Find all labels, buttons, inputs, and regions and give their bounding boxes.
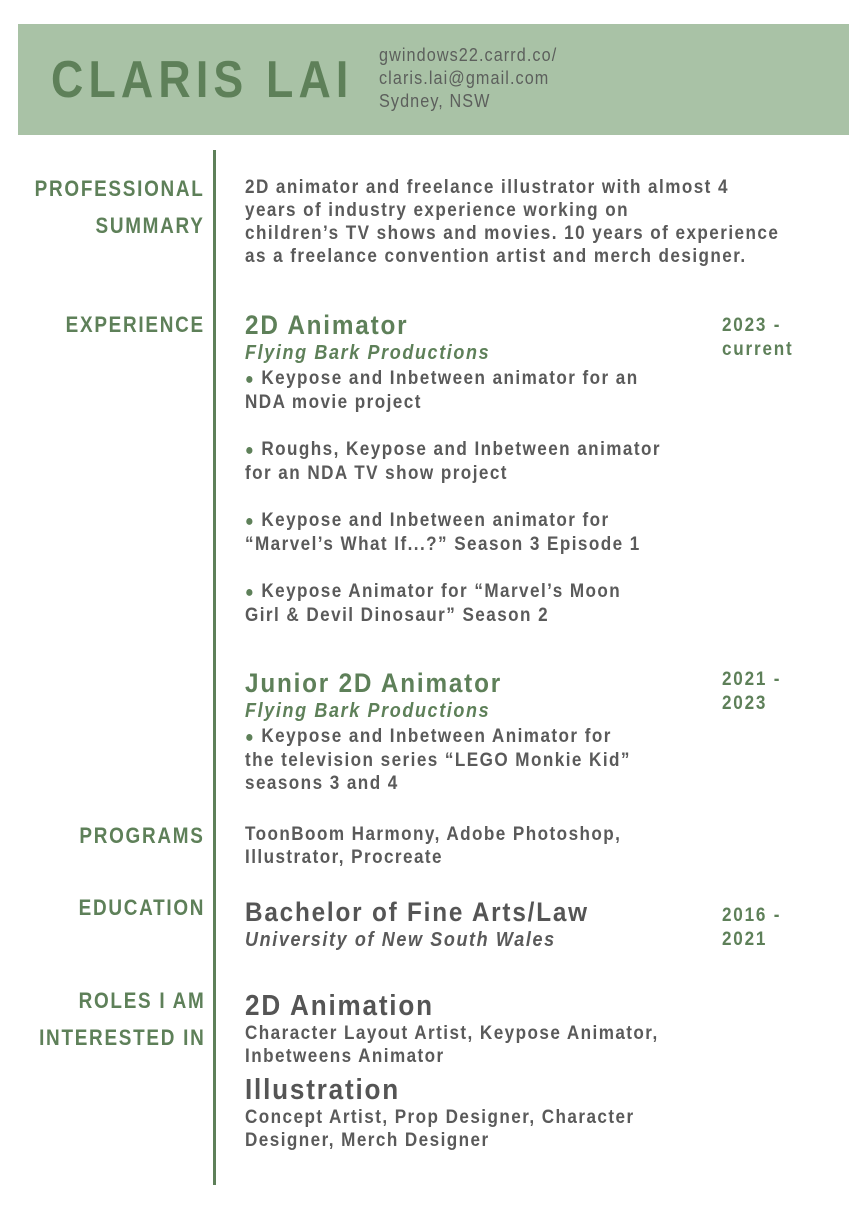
- education-label: EDUCATION: [78, 895, 205, 920]
- job-bullet: ● Keypose and Inbetween animator for an NDA movie project: [245, 368, 639, 413]
- programs-list: ToonBoom Harmony, Adobe Photoshop, Illustrator, Procreate: [245, 824, 622, 868]
- job-entry: [245, 309, 707, 627]
- job-bullet: ● Keypose and Inbetween Animator for the television series “LEGO Monkie Kid” seasons 3 and 4: [245, 726, 631, 794]
- job-dates: 2021 - 2023: [722, 669, 782, 714]
- role-group-list: Concept Artist, Prop Designer, Character Designer, Merch Designer: [245, 1107, 635, 1151]
- job-entry: [245, 667, 674, 795]
- bullet-icon: ●: [245, 442, 256, 459]
- job-title: 2D Animator: [245, 310, 409, 340]
- bullet-icon: ●: [245, 513, 256, 530]
- education-entry: [245, 896, 627, 952]
- programs-label: PROGRAMS: [79, 823, 205, 848]
- contact-info: [379, 44, 557, 113]
- education-dates: 2016 - 2021: [722, 905, 782, 950]
- bullet-icon: ●: [245, 584, 256, 601]
- summary-label-line1: PROFESSIONAL: [35, 176, 205, 201]
- website-link[interactable]: gwindows22.carrd.co/: [379, 45, 558, 65]
- summary-label-line2: SUMMARY: [95, 213, 205, 238]
- location-text: Sydney, NSW: [379, 91, 491, 111]
- summary-line: children’s TV shows and movies. 10 years of experience: [245, 223, 780, 244]
- header-banner: [18, 24, 849, 135]
- job-company: Flying Bark Productions: [245, 342, 491, 364]
- candidate-name: CLARIS LAI: [51, 51, 354, 109]
- job-bullet: ● Keypose and Inbetween animator for “Marvel’s What If...?” Season 3 Episode 1: [245, 510, 641, 555]
- summary-line: years of industry experience working on: [245, 200, 630, 221]
- job-bullet: ● Keypose Animator for “Marvel’s Moon Girl & Devil Dinosaur” Season 2: [245, 581, 622, 626]
- summary-label: [35, 170, 205, 244]
- role-group-heading: Illustration: [245, 1074, 401, 1106]
- experience-label: EXPERIENCE: [65, 312, 205, 337]
- role-group-heading: 2D Animation: [245, 990, 434, 1022]
- roles-label: ROLES I AM INTERESTED IN: [38, 988, 205, 1050]
- summary-line: as a freelance convention artist and merch designer.: [245, 246, 747, 267]
- section-divider-line: [213, 150, 216, 1185]
- email-link[interactable]: claris.lai@gmail.com: [379, 68, 550, 88]
- degree: Bachelor of Fine Arts/Law: [245, 897, 589, 927]
- job-dates: 2023 - current: [722, 315, 794, 360]
- job-title: Junior 2D Animator: [245, 668, 502, 698]
- role-group-list: Character Layout Artist, Keypose Animator, Inbetweens Animator: [245, 1023, 659, 1067]
- job-bullet: ● Roughs, Keypose and Inbetween animator for an NDA TV show project: [245, 439, 661, 484]
- roles-content: [245, 990, 705, 1152]
- school: University of New South Wales: [245, 929, 556, 951]
- summary-text: [245, 176, 779, 268]
- job-company: Flying Bark Productions: [245, 700, 491, 722]
- bullet-icon: ●: [245, 729, 256, 746]
- summary-line: 2D animator and freelance illustrator with almost 4: [245, 177, 729, 198]
- bullet-icon: ●: [245, 371, 256, 388]
